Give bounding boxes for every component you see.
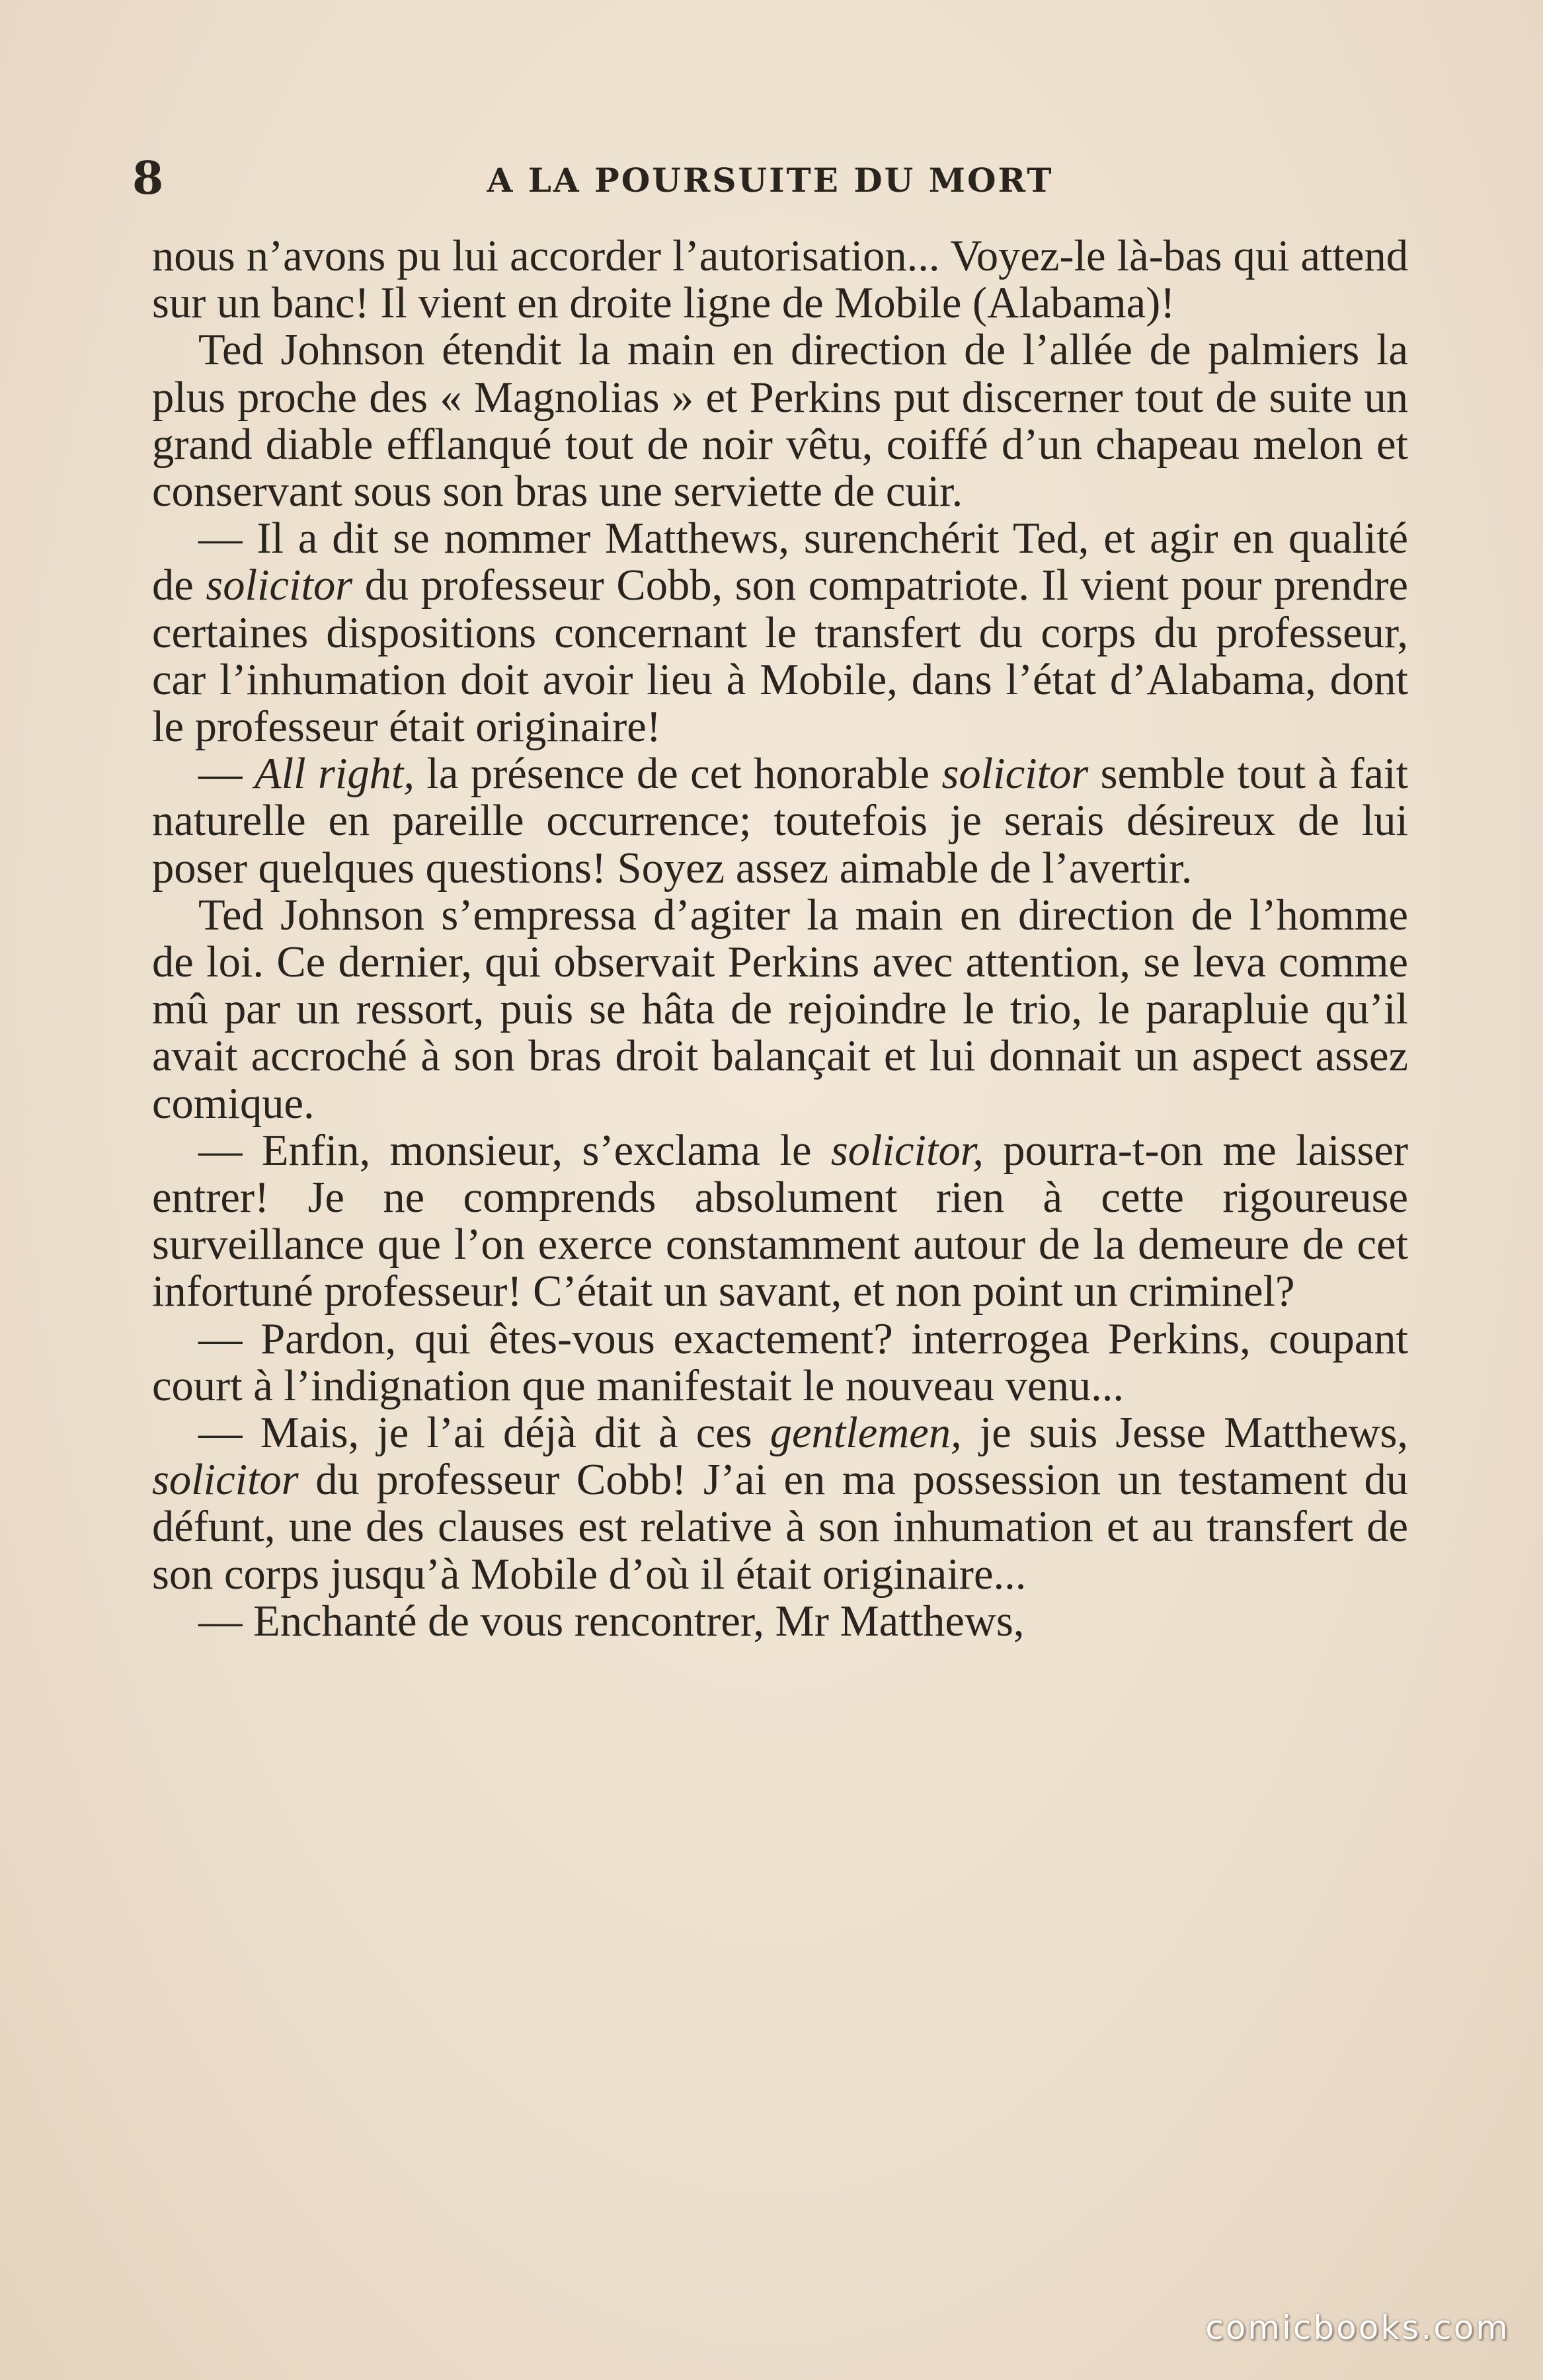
italic-text: solicitor (206, 561, 353, 610)
text-run: — (198, 750, 255, 799)
page-number: 8 (132, 152, 164, 205)
paragraph (152, 233, 1408, 327)
italic-text: solicitor, (830, 1126, 984, 1175)
paragraph (152, 1409, 1408, 1598)
italic-text: solicitor (941, 750, 1089, 799)
italic-text: gentlemen, (770, 1409, 962, 1458)
text-run: — Pardon, qui êtes-vous exactement? interrogea Perkins, coupant court à l’indignation que manifestait le nouveau venu... (152, 1314, 1408, 1410)
paragraph (152, 1316, 1408, 1409)
text-run: Ted Johnson s’empressa d’agiter la main en direction de l’homme de loi. Ce dernier, qui observait Perkins avec attention, se leva comme mû par un ressort, puis se hâta de rejoindre le trio, le parapluie qu’il avait accroché à son bras droit balançait et lui donnait un aspect assez comique. (152, 891, 1408, 1128)
paragraph (152, 1598, 1408, 1645)
text-run: — Enfin, monsieur, s’exclama le (198, 1126, 831, 1175)
paragraph (152, 750, 1408, 892)
text-run: — Enchanté de vous rencontrer, Mr Matthews, (198, 1597, 1025, 1646)
paragraph (152, 327, 1408, 515)
text-run: Ted Johnson étendit la main en direction de l’allée de palmiers la plus proche des « Magnolias » et Perkins put discerner tout de suite un grand diable efflanqué tout de noir vêtu, coiffé d’un chapeau melon et conservant sous son bras une serviette de cuir. (152, 326, 1408, 516)
running-title: A LA POURSUITE DU MORT (487, 161, 1054, 200)
running-head (132, 149, 1408, 208)
watermark: comicbooks.com (1205, 2309, 1510, 2347)
text-run: du professeur Cobb! J’ai en ma possession un testament du défunt, une des clauses est relative à son inhumation et au transfert de son corps jusqu’à Mobile d’où il était originaire... (152, 1456, 1408, 1599)
text-run: pourra-t-on me laisser entrer! Je ne comprends absolument rien à cette rigoureuse surveillance que l’on exerce constamment autour de la demeure de cet infortuné professeur! C’était un savant, et non point un criminel? (152, 1126, 1408, 1316)
text-run: nous n’avons pu lui accorder l’autorisation... Voyez-le là-bas qui attend sur un banc! Il vient en droite ligne de Mobile (Alabama)! (152, 232, 1408, 328)
text-run: — Mais, je l’ai déjà dit à ces (198, 1409, 770, 1458)
italic-text: solicitor (152, 1456, 299, 1505)
paragraph (152, 1127, 1408, 1316)
text-run: — Il a dit se nommer Matthews, surenchérit Ted, et agir en qualité de (152, 514, 1408, 610)
body-text (152, 233, 1408, 1645)
paragraph (152, 515, 1408, 750)
text-run: je suis Jesse Matthews, (961, 1409, 1408, 1458)
text-run: la présence de cet honorable (414, 750, 942, 799)
italic-text: All right, (254, 750, 415, 799)
paragraph (152, 892, 1408, 1127)
text-run: du professeur Cobb, son compatriote. Il vient pour prendre certaines dispositions concernant le transfert du corps du professeur, car l’inhumation doit avoir lieu à Mobile, dans l’état d’Alabama, dont le professeur était originaire! (152, 561, 1408, 752)
text-run: semble tout à fait naturelle en pareille occurrence; toutefois je serais désireux de lui poser quelques questions! Soyez assez aimable de l’avertir. (152, 750, 1408, 892)
